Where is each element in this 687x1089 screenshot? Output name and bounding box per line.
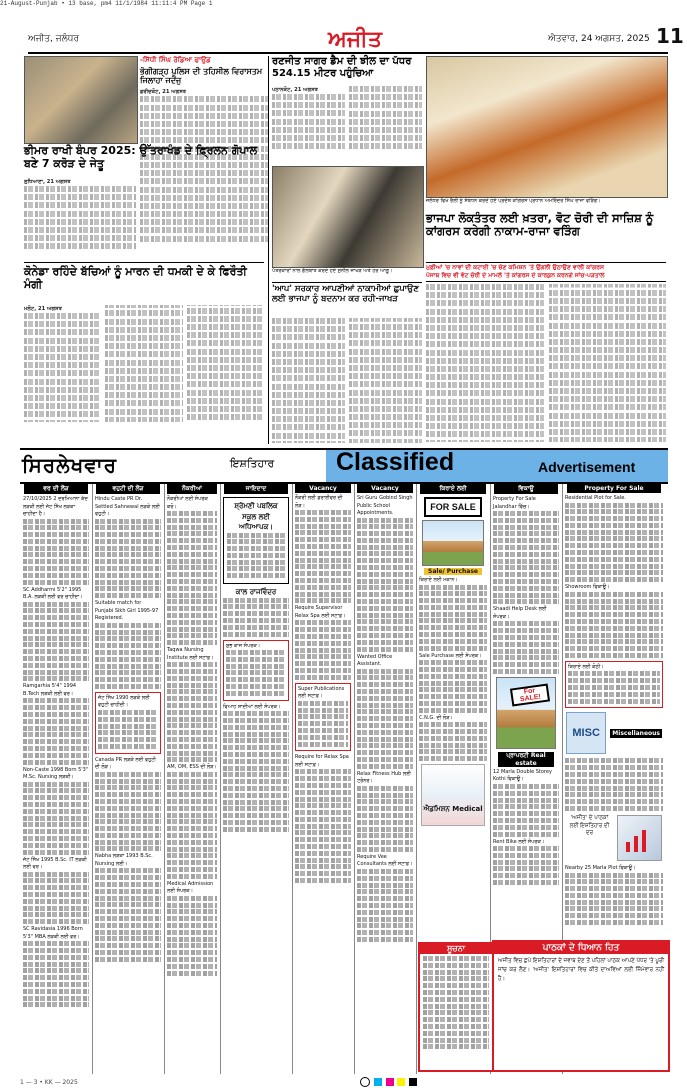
medical-admission-box: ਐਡਮਿਸ਼ਨ Medical <box>421 764 485 826</box>
category-header: Vacancy <box>295 484 351 493</box>
ajit-rate-block <box>566 815 662 861</box>
classified-title-punjabi: ਸਿਰਲੇਖਵਾਰ <box>22 453 117 477</box>
sale-house-illustration <box>422 520 484 566</box>
ad-text: Residential Plot for Sale. <box>565 495 626 501</box>
classified-ad <box>23 587 89 682</box>
laptop-chart-illustration <box>617 815 662 861</box>
classified-ad <box>167 764 217 878</box>
ad-text: SC Ravidasia 1996 Born 5'3" MBA ਲੜਕੀ ਲਈ ਵਰ। <box>23 926 83 940</box>
story3-body <box>24 305 264 443</box>
classified-ad <box>223 587 289 636</box>
ad-text: ਜੱਟ ਸਿੱਖ 1990 ਲੜਕੇ ਲਈ ਵਹੁਟੀ ਚਾਹੀਦੀ। <box>98 694 150 709</box>
story1-dateline: ਲੁਧਿਆਣਾ, 21 ਅਗਸਤ <box>24 179 71 185</box>
classified-ad-boxed <box>565 661 663 708</box>
ad-text: C.N.G. ਦੀ ਲੋੜ। <box>419 714 453 721</box>
classified-ad <box>493 839 559 885</box>
classified-column-3 <box>164 484 221 1074</box>
classified-ad <box>419 577 487 651</box>
classified-ad <box>95 853 161 961</box>
classified-ad <box>357 495 413 652</box>
classified-ad <box>23 857 89 925</box>
sale-purchase-label: Sale/ Purchase <box>424 568 482 575</box>
classified-column-5 <box>292 484 355 1074</box>
story6-bullet-2: ਪੰਜਾਬ ਵਿਚ ਵੀ ਵੋਟ ਚੋਰੀ ਦੇ ਮਾਮਲੇ 'ਤੇ ਕਾਂਗਰਸ ਦੇ ਕਾਰਕੁਨ ਕਰਨਗੇ ਜਾਂਚ-ਪੜਤਾਲ <box>426 272 605 279</box>
masthead: ਅਜੀਤ <box>328 26 382 52</box>
classified-ad <box>223 704 289 832</box>
classified-ad <box>357 854 413 942</box>
press-conference-photo <box>272 166 424 268</box>
classified-ad <box>493 606 559 674</box>
story5-headline: 'ਆਪ' ਸਰਕਾਰ ਆਪਣੀਆਂ ਨਾਕਾਮੀਆਂ ਛੁਪਾਉਣ ਲਈ ਭਾਜਪਾ ਨੂੰ ਬਦਨਾਮ ਕਰ ਰਹੀ-ਜਾਖੜ <box>272 284 419 304</box>
classified-ad <box>167 496 217 645</box>
classified-ad <box>357 771 413 852</box>
ad-text: Shaadi Help Desk ਲਈ ਸੰਪਰਕ। <box>493 606 547 620</box>
ad-text: Require Supervisor Relax Spa ਲਈ ਸਟਾਫ਼। <box>295 605 346 619</box>
ad-text: ਨੌਕਰੀ ਲਈ ਡਰਾਈਵਰ ਦੀ ਲੋੜ। <box>295 495 343 509</box>
classified-ad <box>23 496 89 585</box>
ad-text: Sale Purchase ਲਈ ਸੰਪਰਕ। <box>419 652 482 659</box>
for-sale-house-illustration <box>496 677 556 749</box>
story5-caption: ਪੱਤਰਕਾਰਾਂ ਨਾਲ ਗੱਲਬਾਤ ਕਰਦੇ ਹੋਏ ਸੁਨੀਲ ਜਾਖੜ ਅਤੇ ਹੋਰ ਆਗੂ। <box>272 268 393 274</box>
classified-banner <box>20 448 668 484</box>
story3-headline: ਕੋਨੇਡਾ ਰਹਿੰਦੇ ਬੱਚਿਆਂ ਨੂੰ ਮਾਰਨ ਦੀ ਧਮਕੀ ਦੇ ਕੇ ਫਿਰੌਤੀ ਮੰਗੀ <box>24 265 247 291</box>
ad-text: Ramgarhia 5'4" 1994 B.Tech ਲੜਕੀ ਲਈ ਵਰ। <box>23 683 77 697</box>
classified-ad <box>95 757 161 852</box>
header-left: ਅਜੀਤ, ਜਲੰਧਰ <box>28 34 80 44</box>
notice-box <box>418 942 494 1072</box>
print-slug: 21-August-Punjab • 13 base, pm4 11/1/1984 11:11:4 PM Page 1 <box>0 0 213 7</box>
classified-ad <box>23 926 89 1007</box>
real-estate-label: ਪ੍ਰਾਪਰਟੀ Real estate <box>498 752 554 767</box>
category-header: ਨੌਕਰੀਆਂ <box>167 484 217 494</box>
readers-attention-title: ਪਾਠਕਾਂ ਦੇ ਧਿਆਨ ਹਿਤ <box>494 942 668 954</box>
notice-title: ਸੂਚਨਾ <box>420 944 492 954</box>
classified-title-english-panel <box>326 450 668 482</box>
story5-body <box>272 318 422 443</box>
classified-column-4 <box>220 484 293 1074</box>
ad-text: Non-Caste 1998 Born 5'3" M.Sc. Nursing ਲੜਕੀ। <box>23 766 89 781</box>
magenta-swatch <box>386 1078 394 1086</box>
story6-headline: ਭਾਜਪਾ ਲੋਕਤੰਤਰ ਲਈ ਖ਼ਤਰਾ, ਵੋਟ ਚੋਰੀ ਦੀ ਸਾਜ਼ਿਸ਼ ਨੂੰ ਕਾਂਗਰਸ ਕਰੇਗੀ ਨਾਕਾਮ-ਰਾਜਾ ਵੜਿੰਗ <box>426 211 654 239</box>
readers-attention-text: ਅਜੀਤ ਵਿਚ ਛਪੇ ਇਸ਼ਤਿਹਾਰਾਂ ਦੇ ਜਵਾਬ ਦੇਣ ਤੋਂ ਪਹਿਲਾਂ ਪਾਠਕ ਆਪਣੇ ਪੱਧਰ 'ਤੇ ਪੂਰੀ ਜਾਂਚ ਕਰ ਲੈਣ। 'ਅਜੀਤ' ਇਸ਼ਤਿਹਾਰਾਂ ਵਿਚ ਕੀਤੇ ਦਾਅਵਿਆਂ ਲਈ ਜ਼ਿੰਮੇਵਾਰ ਨਹੀਂ ਹੈ। <box>498 958 665 982</box>
ad-text: Showroom ਵਿਕਾਊ। <box>565 584 610 591</box>
classified-ad <box>295 605 351 679</box>
ad-text: Canada PR ਲੜਕੇ ਲਈ ਵਹੁਟੀ ਦੀ ਲੋੜ। <box>95 756 156 771</box>
classified-ad-boxed <box>95 692 161 754</box>
story1-headline: ਭੀਮਰ ਰਾਖੀ ਬੰਪਰ 2025: ਉੱਤਰਾਖੰਡ ਦੇ ਫ਼੍ਰਿਲਨ ਗੋਪਾਲ ਬਣੇ 7 ਕਰੋੜ ਦੇ ਜੇਤੂ <box>24 144 258 170</box>
ad-text: ਸ਼੍ਰੋਮਣੀ ਪਬਲਿਕ ਸਕੂਲ ਲਈ ਅਧਿਆਪਕ। <box>234 502 278 531</box>
ad-text: Rent Bike ਲਈ ਸੰਪਰਕ। <box>493 838 545 845</box>
classified-title-english: Classified <box>336 448 455 476</box>
category-header: ਵਹੁਟੀ ਦੀ ਲੋੜ <box>96 484 161 494</box>
readers-attention-box <box>492 940 670 1072</box>
column-divider <box>268 56 269 444</box>
ad-text: Suitable match for Punjabi Sikh Girl 1995-97 Registered. <box>95 600 159 622</box>
page-header <box>28 24 684 54</box>
ad-text: ਕਿਰਾਏ ਲਈ ਮਕਾਨ। <box>419 577 458 583</box>
ad-text: Require for Relax Spa ਲਈ ਸਟਾਫ਼। <box>295 754 349 768</box>
classified-ad <box>95 496 161 598</box>
header-date: ਐਤਵਾਰ, 24 ਅਗਸਤ, 2025 <box>548 34 650 44</box>
black-swatch <box>409 1078 417 1086</box>
classified-subtitle-english: Advertisement <box>538 459 636 475</box>
story1-body <box>24 178 136 256</box>
classified-ad <box>23 683 89 764</box>
ad-text: 27/10/2025 2 ਦਰਮਿਆਨਾ ਕੱਦ ਲੜਕੀ ਲਈ ਜੱਟ ਸਿੱਖ ਲੜਕਾ ਚਾਹੀਦਾ ਹੈ। <box>23 496 88 517</box>
classified-ad-boxed <box>223 640 289 701</box>
story2-dateline: ਫ਼ਰੀਦਕੋਟ, 21 ਅਗਸਤ <box>140 89 187 96</box>
classified-ad <box>565 584 663 658</box>
ad-text: Taqwa Nursing Institute ਲਈ ਸਟਾਫ਼। <box>167 647 214 661</box>
ad-text: Super Publications ਲਈ ਸਟਾਫ਼। <box>298 685 345 700</box>
print-registration-strip <box>0 1077 687 1089</box>
classified-subtitle-punjabi: ਇਸ਼ਤਿਹਾਰ <box>230 457 275 470</box>
ad-text: ਨੌਕਰੀਆਂ ਲਈ ਸੰਪਰਕ ਕਰੋ। <box>167 496 208 510</box>
misc-category: Miscellaneous <box>612 729 660 737</box>
ad-text: Property For Sale Jalandhar ਵਿੱਚ। <box>493 496 536 510</box>
story4-headline: ਰਣਜੀਤ ਸਾਗਰ ਡੈਮ ਦੀ ਝੀਲ ਦਾ ਪੱਧਰ 524.15 ਮੀਟਰ ਪਹੁੰਚਿਆ <box>272 56 412 79</box>
school-display-ad <box>223 497 289 584</box>
ad-text: Wanted Office Assistant. <box>357 653 393 668</box>
classified-ad <box>295 754 351 883</box>
classified-ad <box>295 495 351 603</box>
notice-text <box>423 956 489 1049</box>
lottery-winner-photo <box>24 56 138 144</box>
story6-bullet-1: ਮੁਫ਼ੀਆਂ 'ਚ ਨਾਵਾਂ ਦੀ ਕਟਾਈ 'ਚ ਚੋਣ ਕਮਿਸ਼ਨ 'ਤੇ ਉਂਗਲੀ ਉਠਾਉਣ ਵਾਲੀ ਕਾਂਗਰਸ <box>426 264 604 271</box>
classified-ad <box>167 881 217 976</box>
yellow-swatch <box>397 1078 405 1086</box>
ad-text: ਵਿਆਹ ਸ਼ਾਦੀਆਂ ਲਈ ਸੰਪਰਕ। <box>223 703 281 710</box>
classified-ad <box>419 653 487 713</box>
ad-text: ਕਾਲ ਰਾਜਵਿੰਦਰ <box>235 588 277 597</box>
ad-text: ਸ਼ੁਭ ਕਾਜ ਸੰਪਰਕ। <box>226 642 261 649</box>
classified-ad <box>95 600 161 689</box>
category-header: ਵਿਕਾਊ <box>494 484 559 494</box>
congress-rally-photo <box>426 56 668 198</box>
ad-text: ਕਿਰਾਏ ਲਈ ਕੋਠੀ। <box>568 663 604 670</box>
story2-kicker: -ਸਿੱਧੀ ਸਿੰਘ ਰੋਡਿਆ ਫਾਉਂਡ <box>140 56 211 64</box>
ad-text: 12 Marla Double Storey Kothi ਵਿਕਾਊ। <box>493 768 552 783</box>
ad-text: Relax Fitness Hub ਲਈ ਟ੍ਰੇਨਰ। <box>357 770 411 785</box>
registration-mark <box>360 1077 370 1087</box>
classified-ad <box>23 767 89 855</box>
story3-dateline: ਮਲੋਟ, 21 ਅਗਸਤ <box>24 306 62 312</box>
category-header: Property For Sale <box>567 484 661 493</box>
cyan-swatch <box>374 1078 382 1086</box>
ad-text: Sri Guru Gobind Singh Public School Appointments. <box>357 495 413 516</box>
for-sale-sign: FOR SALE <box>424 497 482 517</box>
story2-headline: ਭੋਗੀਗੜ੍ਹ ਪੁਲਿਸ ਦੀ ਤਹਿਸੀਲ ਵਿਰਾਸਤਮ ਜਿਲਾਹਾ ਜਦੋਂਜੁ <box>140 67 263 86</box>
ajit-rate-text: 'ਅਜੀਤ' ਦੇ ਪਾਠਕਾਂ ਲਈ ਇਸ਼ਤਿਹਾਰ ਦੀ ਦਰ <box>569 815 610 837</box>
story6-caption: ਜਲੰਧਰ ਵਿਖੇ ਰੈਲੀ ਨੂੰ ਸੰਬੋਧਨ ਕਰਦੇ ਹੋਏ ਪ੍ਰਦੇਸ਼ ਕਾਂਗਰਸ ਪ੍ਰਧਾਨ ਅਮਰਿੰਦਰ ਸਿੰਘ ਰਾਜਾ ਵੜਿੰਗ। <box>426 198 601 204</box>
classified-column-6 <box>354 484 417 1074</box>
classified-ad <box>167 647 217 762</box>
for-sale-sign-2: For SALE! <box>510 683 550 706</box>
ad-text: SC Addharmi 5'2" 1995 B.A. ਲੜਕੀ ਲਈ ਵਰ ਚਾਹੀਦਾ। <box>23 586 83 601</box>
category-header: ਵਰ ਦੀ ਲੋੜ <box>24 484 89 494</box>
misc-logo: MISC <box>566 712 606 754</box>
classified-ad <box>565 758 663 811</box>
ad-text: ਜੱਟ ਸਿੱਖ 1995 B.Sc. IT ਲੜਕੀ ਲਈ ਵਰ। <box>23 856 87 871</box>
story6-body <box>426 284 666 442</box>
ad-text: Nearby 25 Marla Plot ਵਿਕਾਊ। <box>565 865 636 871</box>
classified-ad <box>493 496 559 604</box>
classified-column-2 <box>92 484 165 1074</box>
category-header: ਕਿਰਾਏ ਲਈ <box>420 484 487 494</box>
page-number: 11 <box>656 24 684 48</box>
ad-text: Nabha ਲੜਕਾ 1993 B.Sc. Nursing ਲਈ। <box>95 853 153 867</box>
classified-column-1 <box>20 484 93 1074</box>
classified-ad <box>493 769 559 837</box>
classified-ad-boxed <box>295 683 351 752</box>
ad-text: Hindu Caste PR Dr. Settled Sahnewal ਲੜਕੇ ਲਈ ਵਹੁਟੀ। <box>95 496 160 517</box>
misc-block <box>566 712 662 754</box>
ad-text: AM, OM, ESS ਦੀ ਲੋੜ। <box>167 764 217 771</box>
classified-ad <box>565 865 663 925</box>
print-slug-bottom: 1 — 3 • KK — 2025 <box>20 1078 78 1086</box>
story4-body <box>272 86 422 162</box>
classified-ad <box>419 715 487 761</box>
classified-ad <box>357 654 413 769</box>
ad-text: Require Vee Consultants ਲਈ ਸਟਾਫ਼। <box>357 853 413 868</box>
category-header: Vacancy <box>357 484 413 493</box>
story4-dateline: ਪਠਾਨਕੋਟ, 21 ਅਗਸਤ <box>272 87 318 93</box>
category-header: ਜਾਇਦਾਦ <box>224 484 289 494</box>
ad-text: Medical Admission ਲਈ ਸੰਪਰਕ। <box>167 880 214 895</box>
classified-ad <box>565 495 663 582</box>
